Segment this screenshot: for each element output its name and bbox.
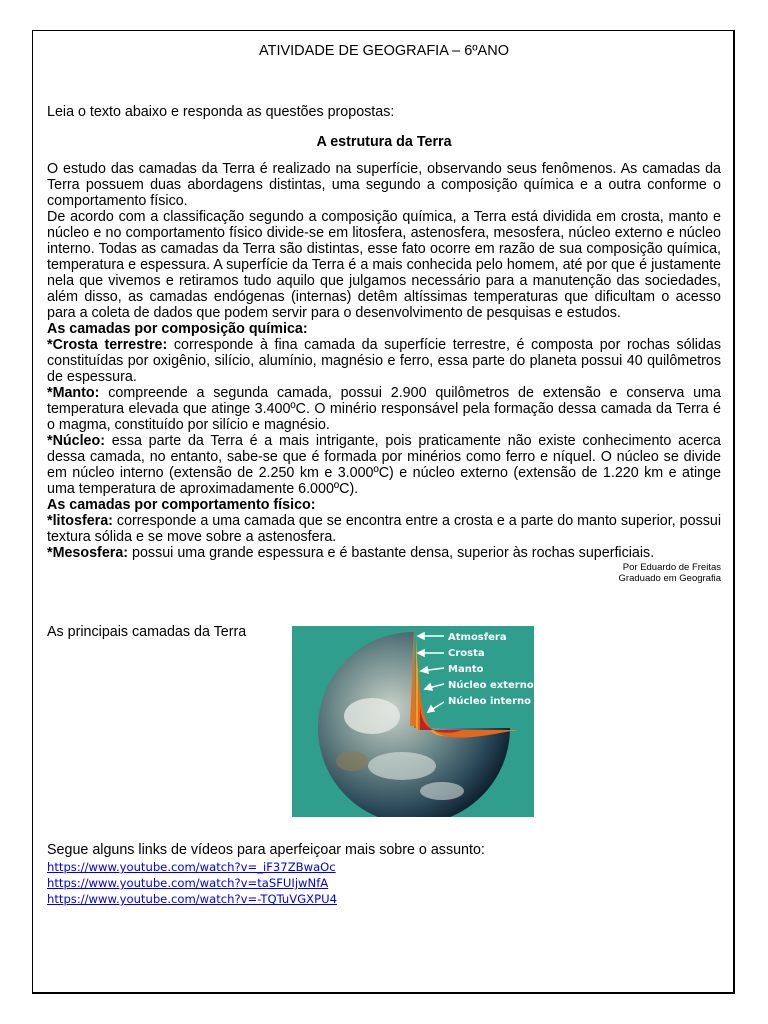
term-nucleo: *Núcleo: — [47, 433, 105, 449]
paragraph-1: O estudo das camadas da Terra é realizado na superfície, observando seus fenômenos. As camadas da Terra possuem duas abordagens distintas, uma segundo a composição química e a outra conforme o comportamento físico. — [47, 161, 721, 209]
label-nucleo-externo: Núcleo externo — [448, 680, 534, 691]
label-crosta: Crosta — [448, 648, 485, 659]
links-intro: Segue alguns links de vídeos para aperfeiçoar mais sobre o assunto: — [47, 842, 485, 858]
heading-chemical: As camadas por composição química: — [47, 321, 308, 337]
video-link-2[interactable]: https://www.youtube.com/watch?v=taSFUIjwNfA — [47, 876, 329, 890]
earth-layers-illustration — [292, 626, 534, 817]
label-manto: Manto — [448, 664, 484, 675]
item-crosta: *Crosta terrestre: corresponde à fina camada da superfície terrestre, é composta por rochas sólidas constituídas por oxigênio, silício, alumínio, magnésio e ferro, essa parte do planeta possui 40 quilômetros de espessura. — [47, 337, 722, 385]
item-mesosfera: *Mesosfera: possui uma grande espessura e é bastante densa, superior às rochas superficiais. — [47, 545, 655, 561]
video-links — [47, 859, 337, 907]
term-crosta: *Crosta terrestre: — [47, 337, 168, 353]
item-manto: *Manto: compreende a segunda camada, possui 2.900 quilômetros de extensão e conserva uma temperatura elevada que atinge 3.400ºC. O minério responsável pela formação dessa camada da Terra é o magma, constituído por silício e magnésio. — [47, 385, 721, 433]
label-nucleo-interno: Núcleo interno — [448, 696, 532, 707]
instructions: Leia o texto abaixo e responda as questões propostas: — [47, 104, 395, 120]
heading-physical: As camadas por comportamento físico: — [47, 497, 316, 513]
video-link-1[interactable]: https://www.youtube.com/watch?v=_iF37ZBwaOc — [47, 860, 336, 874]
video-link-3[interactable]: https://www.youtube.com/watch?v=-TQTuVGXPU4 — [47, 892, 337, 906]
paragraph-2: De acordo com a classificação segundo a composição química, a Terra está dividida em crosta, manto e núcleo e no comportamento físico divide-se em litosfera, astenosfera, mesosfera, núcleo externo e núcleo interno. Todas as camadas da Terra são distintas, esse fato ocorre em razão de sua composição química, temperatura e espessura. A superfície da Terra é a mais conhecida pelo homem, até por que é justamente nela que vivemos e retiramos tudo aquilo que julgamos necessário para a manutenção das sociedades, além disso, as camadas endógenas (internas) detêm altíssimas temperaturas que dificultam o acesso para a coleta de dados que podem servir para o desenvolvimento de pesquisas e estudos. — [47, 209, 721, 321]
item-nucleo: *Núcleo: essa parte da Terra é a mais intrigante, pois praticamente não existe conhecimento acerca dessa camada, no entanto, sabe-se que é formada por minérios como ferro e níquel. O núcleo se divide em núcleo interno (extensão de 2.250 km e 3.000ºC) e núcleo externo (extensão de 1.220 km e atinge uma temperatura de aproximadamente 6.000ºC). — [47, 433, 721, 497]
term-manto: *Manto: — [47, 385, 100, 401]
label-atmosfera: Atmosfera — [448, 632, 507, 643]
term-mesosfera: *Mesosfera: — [47, 545, 129, 561]
item-litosfera: *litosfera: corresponde a uma camada que se encontra entre a crosta e a parte do manto superior, possui textura sólida e se move sobre a astenosfera. — [47, 513, 721, 545]
article-body — [47, 104, 721, 584]
article-title: A estrutura da Terra — [316, 134, 452, 150]
page-title: ATIVIDADE DE GEOGRAFIA – 6ºANO — [259, 43, 509, 59]
term-litosfera: *litosfera: — [47, 513, 113, 529]
author-credit: Por Eduardo de Freitas Graduado em Geografia — [618, 562, 721, 584]
figure-caption: As principais camadas da Terra — [47, 624, 247, 640]
